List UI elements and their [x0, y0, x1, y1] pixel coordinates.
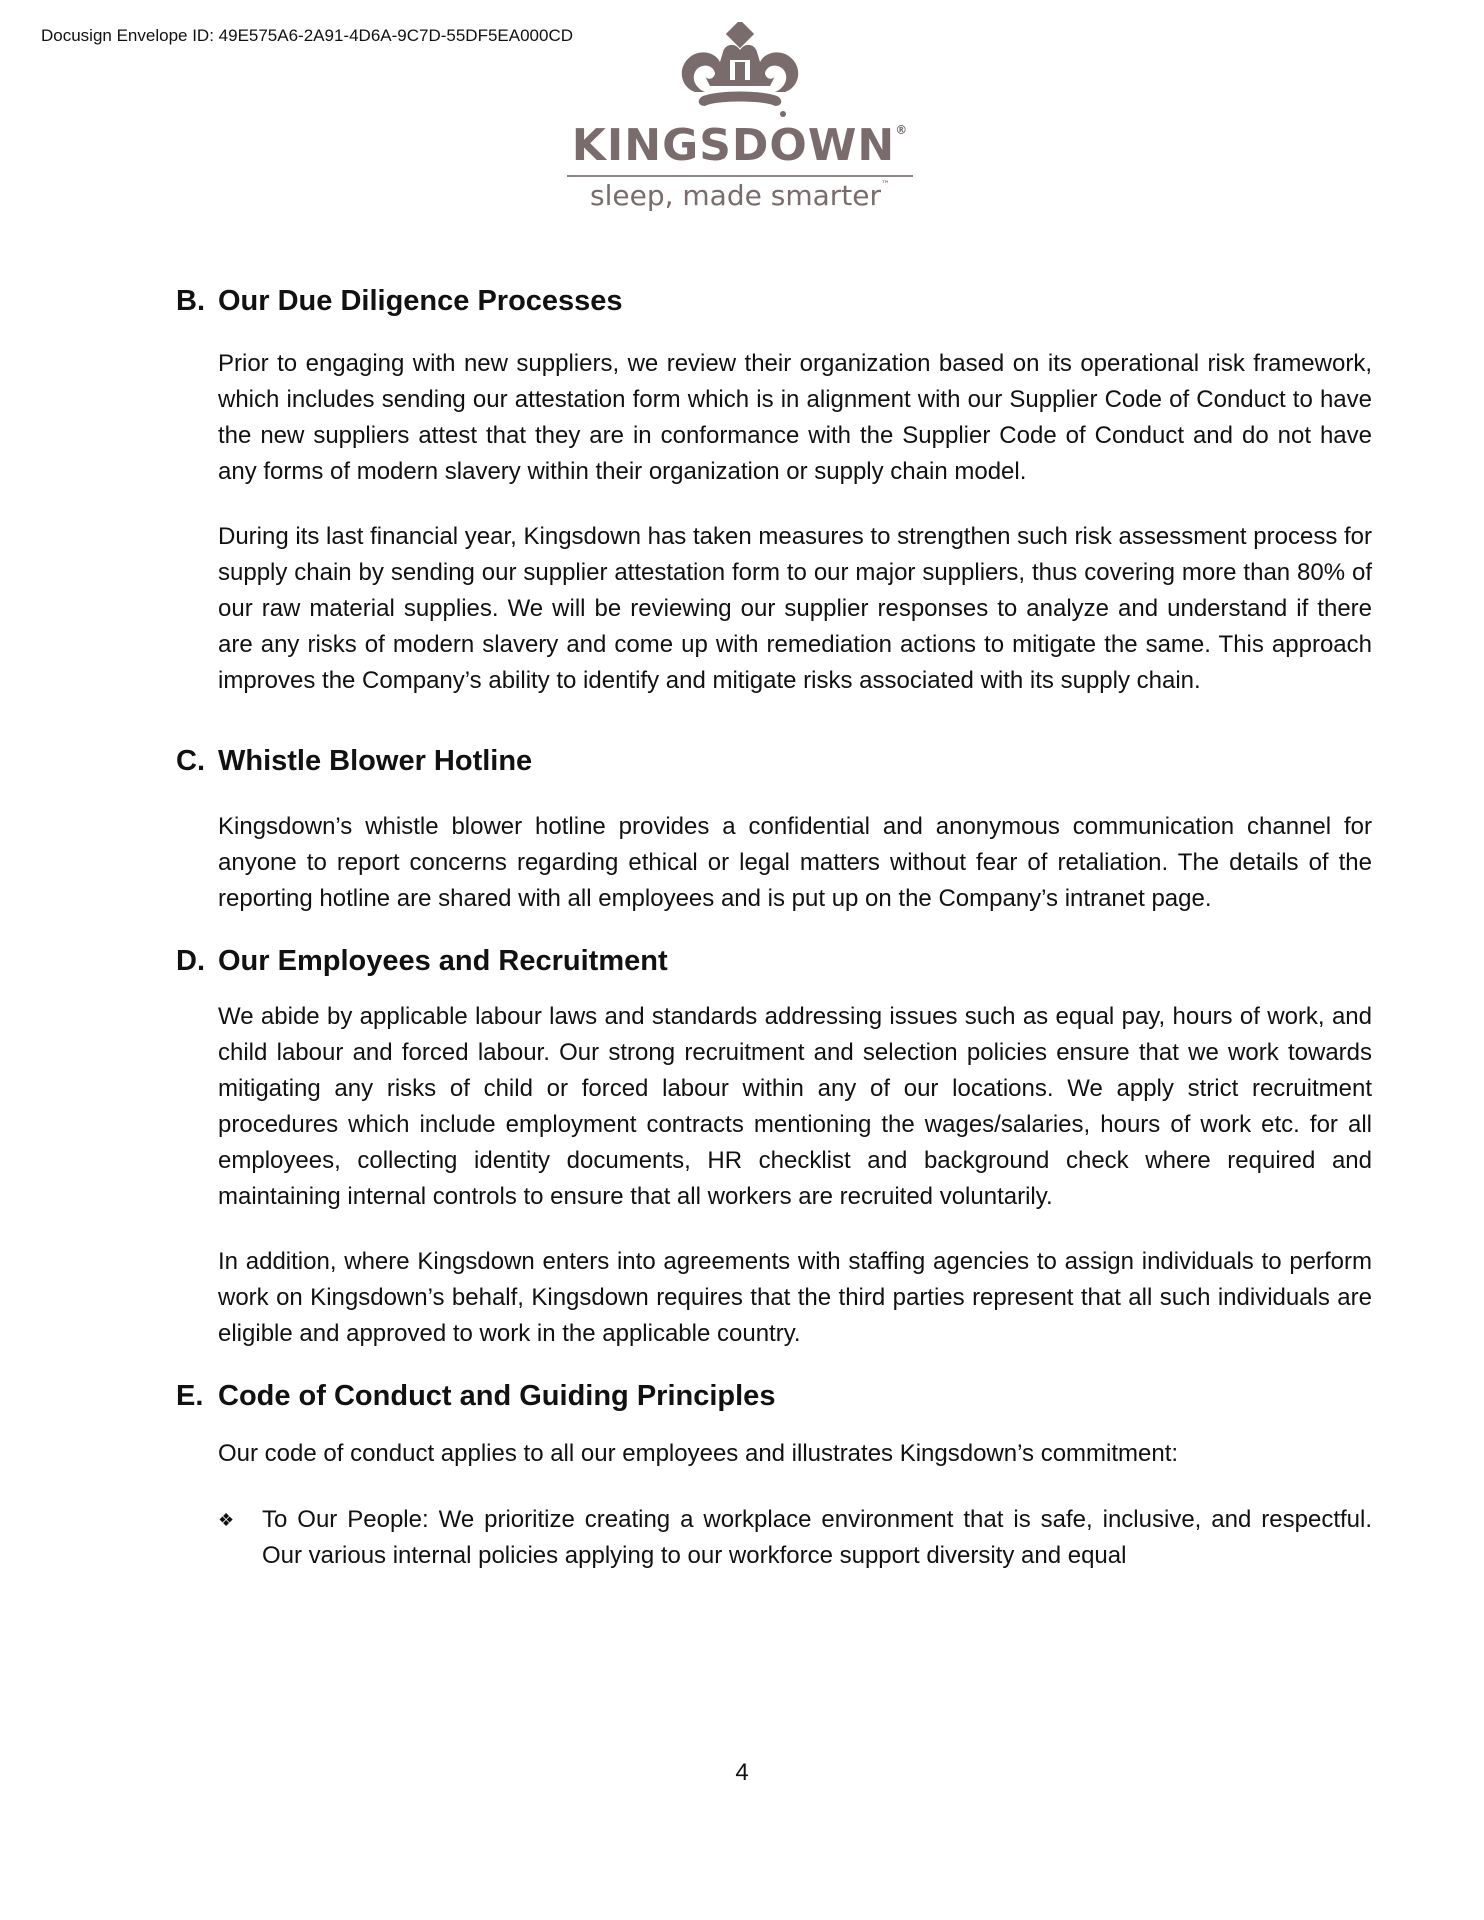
docusign-envelope-id: Docusign Envelope ID: 49E575A6-2A91-4D6A-9C7D-55DF5EA000CD: [41, 26, 574, 45]
brand-name: KINGSDOWN®: [571, 120, 909, 171]
paragraph: Kingsdown’s whistle blower hotline provides a confidential and anonymous communication channel for anyone to report concerns regarding ethical or legal matters without fear of retaliation. The details of the reporting hotline are shared with all employees and is put up on the Company’s intranet page.: [218, 813, 1372, 912]
diamond-bullet-icon: ❖: [218, 1510, 235, 1530]
paragraph: We abide by applicable labour laws and standards addressing issues such as equal pay, hours of work, and child labour and forced labour. Our strong recruitment and selection policies ensure that we work towards mitigating any risks of child or forced labour within any of our locations. We apply strict recruitment procedures which include employment contracts mentioning the wages/salaries, hours of work etc. for all employees, collecting identity documents, HR checklist and background check where required and maintaining internal controls to ensure that all workers are recruited voluntarily.: [218, 1003, 1372, 1210]
section-code-of-conduct: [176, 1378, 1372, 1574]
section-heading: C. Whistle Blower Hotline: [176, 745, 533, 777]
brand-tagline: sleep, made smarter™: [590, 179, 890, 212]
document-body: [176, 283, 1372, 1574]
section-employees-recruitment: [176, 943, 1372, 1352]
paragraph: During its last financial year, Kingsdown has taken measures to strengthen such risk assessment process for supply chain by sending our supplier attestation form to our major suppliers, thus covering more than 80% of our raw material supplies. We will be reviewing our supplier responses to analyze and understand if there are any risks of modern slavery and come up with remediation actions to mitigate the same. This approach improves the Company’s ability to identify and mitigate risks associated with its supply chain.: [218, 523, 1372, 694]
logo-divider: [567, 175, 913, 177]
paragraph: In addition, where Kingsdown enters into agreements with staffing agencies to assign individuals to perform work on Kingsdown’s behalf, Kingsdown requires that the third parties represent that all such individuals are eligible and approved to work in the applicable country.: [218, 1248, 1372, 1347]
section-due-diligence: [176, 283, 1372, 699]
section-heading: D. Our Employees and Recruitment: [176, 945, 668, 977]
section-whistle-blower: [176, 743, 1372, 917]
section-heading: B. Our Due Diligence Processes: [176, 285, 623, 317]
paragraph: Prior to engaging with new suppliers, we review their organization based on its operational risk framework, which includes sending our attestation form which is in alignment with our Supplier Code of Conduct to have the new suppliers attest that they are in conformance with the Supplier Code of Conduct and do not have any forms of modern slavery within their organization or supply chain model.: [218, 350, 1372, 485]
section-heading: E. Code of Conduct and Guiding Principles: [176, 1380, 776, 1412]
list-item: ❖ To Our People: We prioritize creating a workplace environment that is safe, inclusive, and respectful. Our various internal policies applying to our workforce support diversity and equal: [218, 1502, 1372, 1574]
kingsdown-logo: [560, 22, 920, 232]
page-number: 4: [735, 1759, 749, 1786]
crown-icon: [675, 22, 805, 122]
paragraph: Our code of conduct applies to all our employees and illustrates Kingsdown’s commitment:: [218, 1440, 1179, 1467]
